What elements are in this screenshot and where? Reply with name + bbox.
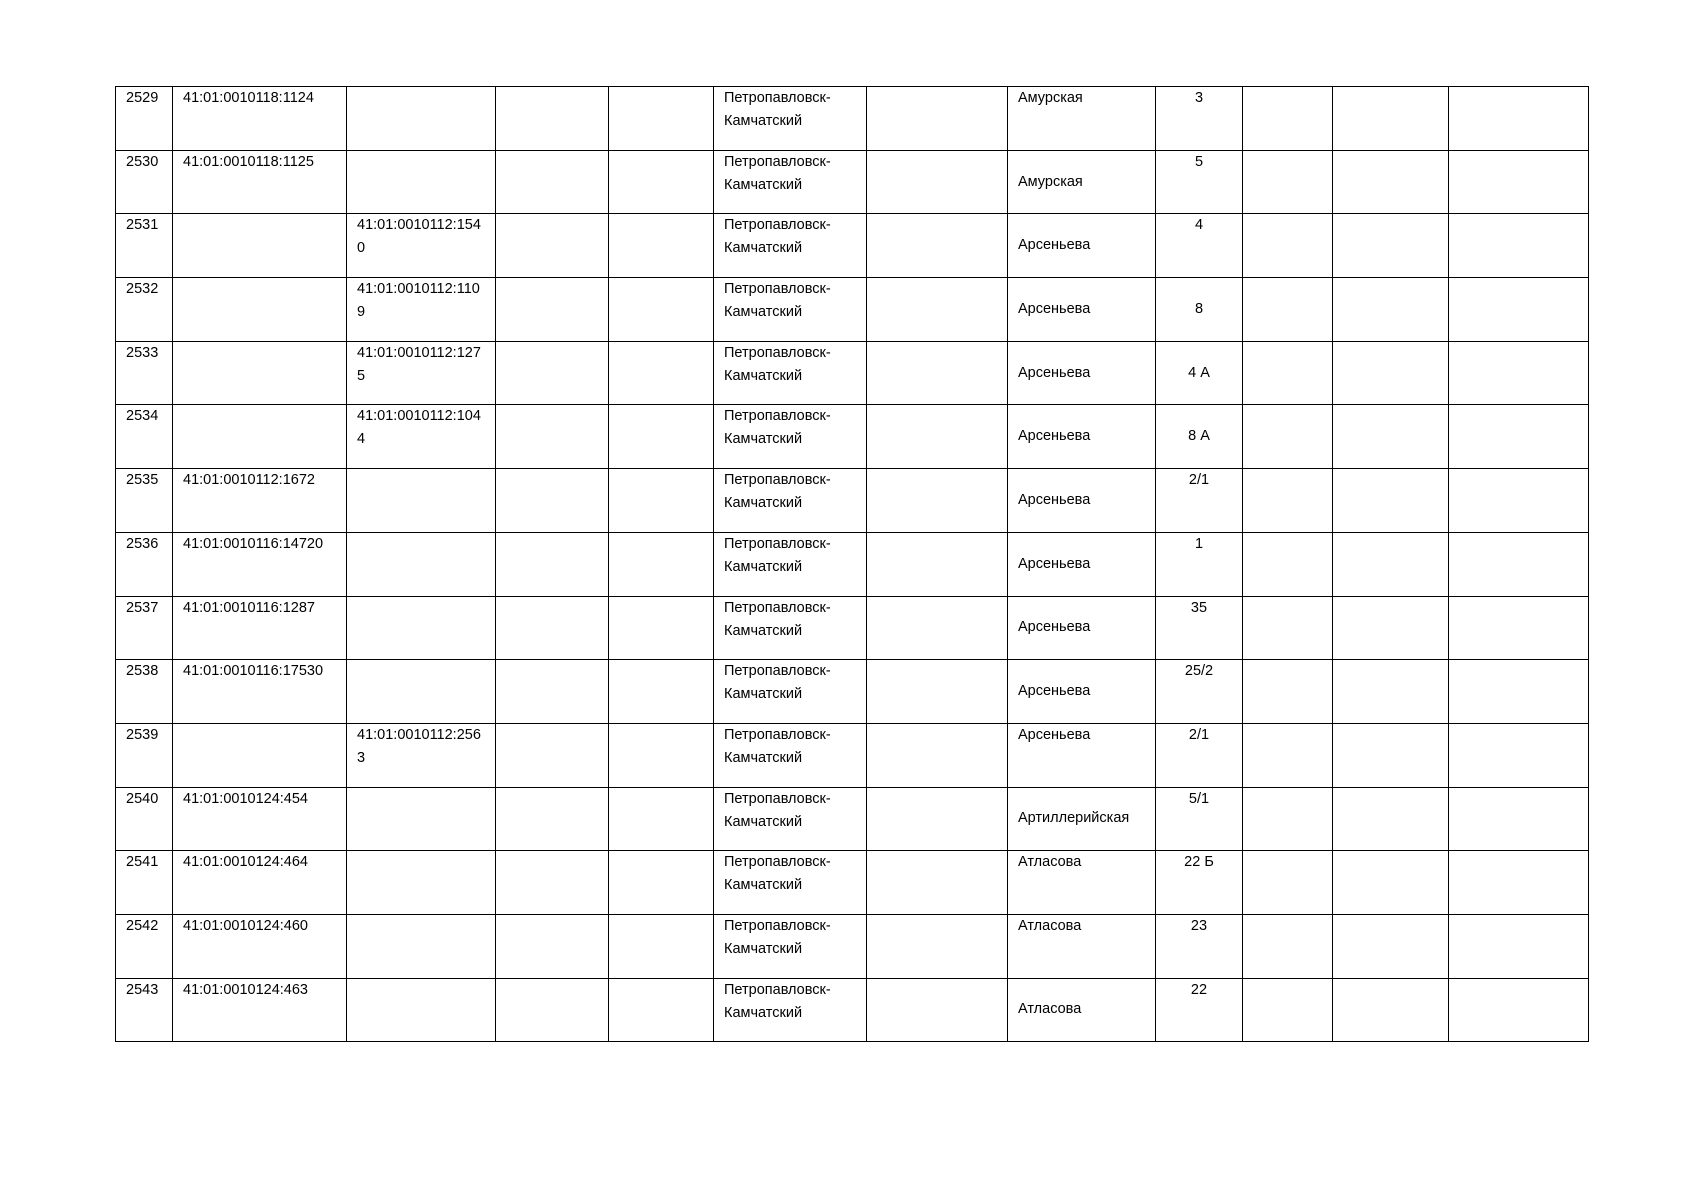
table-row: [116, 851, 1589, 915]
house-number-cell: 2/1: [1156, 469, 1243, 533]
empty-cell: [1449, 341, 1589, 405]
empty-cell: [1449, 851, 1589, 915]
row-number-cell: 2542: [116, 914, 173, 978]
row-number-cell: 2532: [116, 278, 173, 342]
city-cell: Петропавловск-Камчатский: [714, 341, 867, 405]
city-cell: Петропавловск-Камчатский: [714, 87, 867, 151]
street-cell: Атласова: [1008, 914, 1156, 978]
city-cell: Петропавловск-Камчатский: [714, 787, 867, 851]
empty-cell: [1449, 150, 1589, 214]
house-number-cell: 35: [1156, 596, 1243, 660]
table-row: [116, 87, 1589, 151]
empty-cell: [496, 150, 609, 214]
empty-cell: [1243, 405, 1333, 469]
table-row: [116, 150, 1589, 214]
empty-cell: [1333, 914, 1449, 978]
empty-cell: [496, 851, 609, 915]
cadastral-number-cell: 41:01:0010116:14720: [173, 532, 347, 596]
empty-cell: [496, 278, 609, 342]
street-cell: Артиллерийская: [1008, 787, 1156, 851]
empty-cell: [1243, 469, 1333, 533]
empty-cell: [609, 469, 714, 533]
house-number-cell: 8 А: [1156, 405, 1243, 469]
street-cell: Арсеньева: [1008, 596, 1156, 660]
empty-cell: [609, 914, 714, 978]
street-cell: Арсеньева: [1008, 532, 1156, 596]
row-number-cell: 2529: [116, 87, 173, 151]
empty-cell: [1333, 978, 1449, 1042]
row-number-cell: 2531: [116, 214, 173, 278]
table-row: [116, 214, 1589, 278]
empty-cell: [609, 341, 714, 405]
empty-cell: [1333, 87, 1449, 151]
empty-cell: [867, 341, 1008, 405]
building-cadastral-number-cell: 41:01:0010112:1044: [347, 405, 496, 469]
street-cell: Арсеньева: [1008, 723, 1156, 787]
empty-cell: [1333, 596, 1449, 660]
row-number-cell: 2534: [116, 405, 173, 469]
building-cadastral-number-cell: 41:01:0010112:1275: [347, 341, 496, 405]
empty-cell: [609, 150, 714, 214]
empty-cell: [1243, 978, 1333, 1042]
row-number-cell: 2541: [116, 851, 173, 915]
registry-table: [115, 86, 1589, 1042]
table-row: [116, 278, 1589, 342]
empty-cell: [496, 87, 609, 151]
building-cadastral-number-cell: [347, 914, 496, 978]
building-cadastral-number-cell: 41:01:0010112:1540: [347, 214, 496, 278]
empty-cell: [1333, 469, 1449, 533]
empty-cell: [1243, 214, 1333, 278]
empty-cell: [496, 469, 609, 533]
house-number-cell: 3: [1156, 87, 1243, 151]
row-number-cell: 2535: [116, 469, 173, 533]
house-number-cell: 25/2: [1156, 660, 1243, 724]
empty-cell: [1449, 660, 1589, 724]
row-number-cell: 2530: [116, 150, 173, 214]
cadastral-number-cell: 41:01:0010124:464: [173, 851, 347, 915]
empty-cell: [609, 787, 714, 851]
empty-cell: [1243, 341, 1333, 405]
empty-cell: [609, 978, 714, 1042]
empty-cell: [1243, 660, 1333, 724]
empty-cell: [867, 660, 1008, 724]
table-row: [116, 978, 1589, 1042]
row-number-cell: 2538: [116, 660, 173, 724]
cadastral-number-cell: [173, 723, 347, 787]
city-cell: Петропавловск-Камчатский: [714, 150, 867, 214]
empty-cell: [1333, 851, 1449, 915]
row-number-cell: 2539: [116, 723, 173, 787]
empty-cell: [1333, 787, 1449, 851]
empty-cell: [1243, 787, 1333, 851]
empty-cell: [1333, 660, 1449, 724]
street-cell: Арсеньева: [1008, 214, 1156, 278]
cadastral-number-cell: 41:01:0010124:463: [173, 978, 347, 1042]
empty-cell: [609, 660, 714, 724]
empty-cell: [867, 87, 1008, 151]
street-cell: Атласова: [1008, 978, 1156, 1042]
row-number-cell: 2537: [116, 596, 173, 660]
cadastral-number-cell: [173, 405, 347, 469]
empty-cell: [867, 596, 1008, 660]
empty-cell: [496, 405, 609, 469]
table-row: [116, 723, 1589, 787]
table-row: [116, 596, 1589, 660]
empty-cell: [867, 469, 1008, 533]
empty-cell: [867, 150, 1008, 214]
empty-cell: [1449, 278, 1589, 342]
city-cell: Петропавловск-Камчатский: [714, 469, 867, 533]
empty-cell: [867, 405, 1008, 469]
cadastral-number-cell: 41:01:0010118:1124: [173, 87, 347, 151]
city-cell: Петропавловск-Камчатский: [714, 723, 867, 787]
empty-cell: [867, 978, 1008, 1042]
house-number-cell: 22 Б: [1156, 851, 1243, 915]
empty-cell: [609, 851, 714, 915]
empty-cell: [1243, 532, 1333, 596]
cadastral-number-cell: [173, 278, 347, 342]
cadastral-number-cell: 41:01:0010112:1672: [173, 469, 347, 533]
empty-cell: [1243, 851, 1333, 915]
street-cell: Арсеньева: [1008, 405, 1156, 469]
empty-cell: [1449, 914, 1589, 978]
empty-cell: [867, 723, 1008, 787]
city-cell: Петропавловск-Камчатский: [714, 978, 867, 1042]
building-cadastral-number-cell: [347, 87, 496, 151]
empty-cell: [1243, 914, 1333, 978]
building-cadastral-number-cell: [347, 851, 496, 915]
city-cell: Петропавловск-Камчатский: [714, 214, 867, 278]
city-cell: Петропавловск-Камчатский: [714, 532, 867, 596]
empty-cell: [1243, 150, 1333, 214]
street-cell: Атласова: [1008, 851, 1156, 915]
empty-cell: [1449, 87, 1589, 151]
empty-cell: [496, 596, 609, 660]
empty-cell: [1333, 532, 1449, 596]
empty-cell: [496, 341, 609, 405]
table-row: [116, 405, 1589, 469]
empty-cell: [1449, 469, 1589, 533]
empty-cell: [1333, 405, 1449, 469]
empty-cell: [1333, 723, 1449, 787]
empty-cell: [1333, 278, 1449, 342]
empty-cell: [609, 87, 714, 151]
building-cadastral-number-cell: [347, 596, 496, 660]
city-cell: Петропавловск-Камчатский: [714, 405, 867, 469]
empty-cell: [867, 851, 1008, 915]
street-cell: Арсеньева: [1008, 341, 1156, 405]
street-cell: Амурская: [1008, 150, 1156, 214]
city-cell: Петропавловск-Камчатский: [714, 660, 867, 724]
empty-cell: [1333, 214, 1449, 278]
street-cell: Арсеньева: [1008, 278, 1156, 342]
empty-cell: [1449, 532, 1589, 596]
empty-cell: [609, 278, 714, 342]
house-number-cell: 5: [1156, 150, 1243, 214]
city-cell: Петропавловск-Камчатский: [714, 914, 867, 978]
street-cell: Амурская: [1008, 87, 1156, 151]
house-number-cell: 23: [1156, 914, 1243, 978]
empty-cell: [1243, 87, 1333, 151]
empty-cell: [1243, 723, 1333, 787]
building-cadastral-number-cell: [347, 469, 496, 533]
table-row: [116, 787, 1589, 851]
empty-cell: [1243, 596, 1333, 660]
house-number-cell: 22: [1156, 978, 1243, 1042]
house-number-cell: 2/1: [1156, 723, 1243, 787]
cadastral-number-cell: [173, 214, 347, 278]
empty-cell: [867, 532, 1008, 596]
house-number-cell: 5/1: [1156, 787, 1243, 851]
empty-cell: [1449, 723, 1589, 787]
empty-cell: [496, 978, 609, 1042]
cadastral-number-cell: 41:01:0010116:1287: [173, 596, 347, 660]
building-cadastral-number-cell: [347, 150, 496, 214]
table-row: [116, 914, 1589, 978]
city-cell: Петропавловск-Камчатский: [714, 596, 867, 660]
empty-cell: [609, 214, 714, 278]
empty-cell: [1449, 787, 1589, 851]
house-number-cell: 4 А: [1156, 341, 1243, 405]
empty-cell: [1333, 150, 1449, 214]
empty-cell: [496, 214, 609, 278]
cadastral-number-cell: 41:01:0010124:460: [173, 914, 347, 978]
row-number-cell: 2536: [116, 532, 173, 596]
table-row: [116, 341, 1589, 405]
empty-cell: [867, 787, 1008, 851]
table-row: [116, 660, 1589, 724]
empty-cell: [1243, 278, 1333, 342]
empty-cell: [496, 723, 609, 787]
house-number-cell: 1: [1156, 532, 1243, 596]
city-cell: Петропавловск-Камчатский: [714, 851, 867, 915]
city-cell: Петропавловск-Камчатский: [714, 278, 867, 342]
cadastral-number-cell: 41:01:0010124:454: [173, 787, 347, 851]
row-number-cell: 2543: [116, 978, 173, 1042]
house-number-cell: 4: [1156, 214, 1243, 278]
table-row: [116, 469, 1589, 533]
cadastral-number-cell: 41:01:0010118:1125: [173, 150, 347, 214]
table-row: [116, 532, 1589, 596]
empty-cell: [867, 914, 1008, 978]
house-number-cell: 8: [1156, 278, 1243, 342]
empty-cell: [1449, 405, 1589, 469]
empty-cell: [867, 278, 1008, 342]
building-cadastral-number-cell: [347, 787, 496, 851]
street-cell: Арсеньева: [1008, 660, 1156, 724]
empty-cell: [496, 914, 609, 978]
cadastral-number-cell: 41:01:0010116:17530: [173, 660, 347, 724]
row-number-cell: 2533: [116, 341, 173, 405]
empty-cell: [867, 214, 1008, 278]
building-cadastral-number-cell: 41:01:0010112:2563: [347, 723, 496, 787]
empty-cell: [609, 723, 714, 787]
building-cadastral-number-cell: 41:01:0010112:1109: [347, 278, 496, 342]
table-body: [116, 87, 1589, 1042]
row-number-cell: 2540: [116, 787, 173, 851]
empty-cell: [1333, 341, 1449, 405]
empty-cell: [496, 787, 609, 851]
empty-cell: [609, 596, 714, 660]
empty-cell: [496, 660, 609, 724]
empty-cell: [496, 532, 609, 596]
empty-cell: [609, 532, 714, 596]
empty-cell: [1449, 214, 1589, 278]
building-cadastral-number-cell: [347, 660, 496, 724]
building-cadastral-number-cell: [347, 532, 496, 596]
empty-cell: [1449, 596, 1589, 660]
building-cadastral-number-cell: [347, 978, 496, 1042]
empty-cell: [609, 405, 714, 469]
street-cell: Арсеньева: [1008, 469, 1156, 533]
empty-cell: [1449, 978, 1589, 1042]
cadastral-number-cell: [173, 341, 347, 405]
